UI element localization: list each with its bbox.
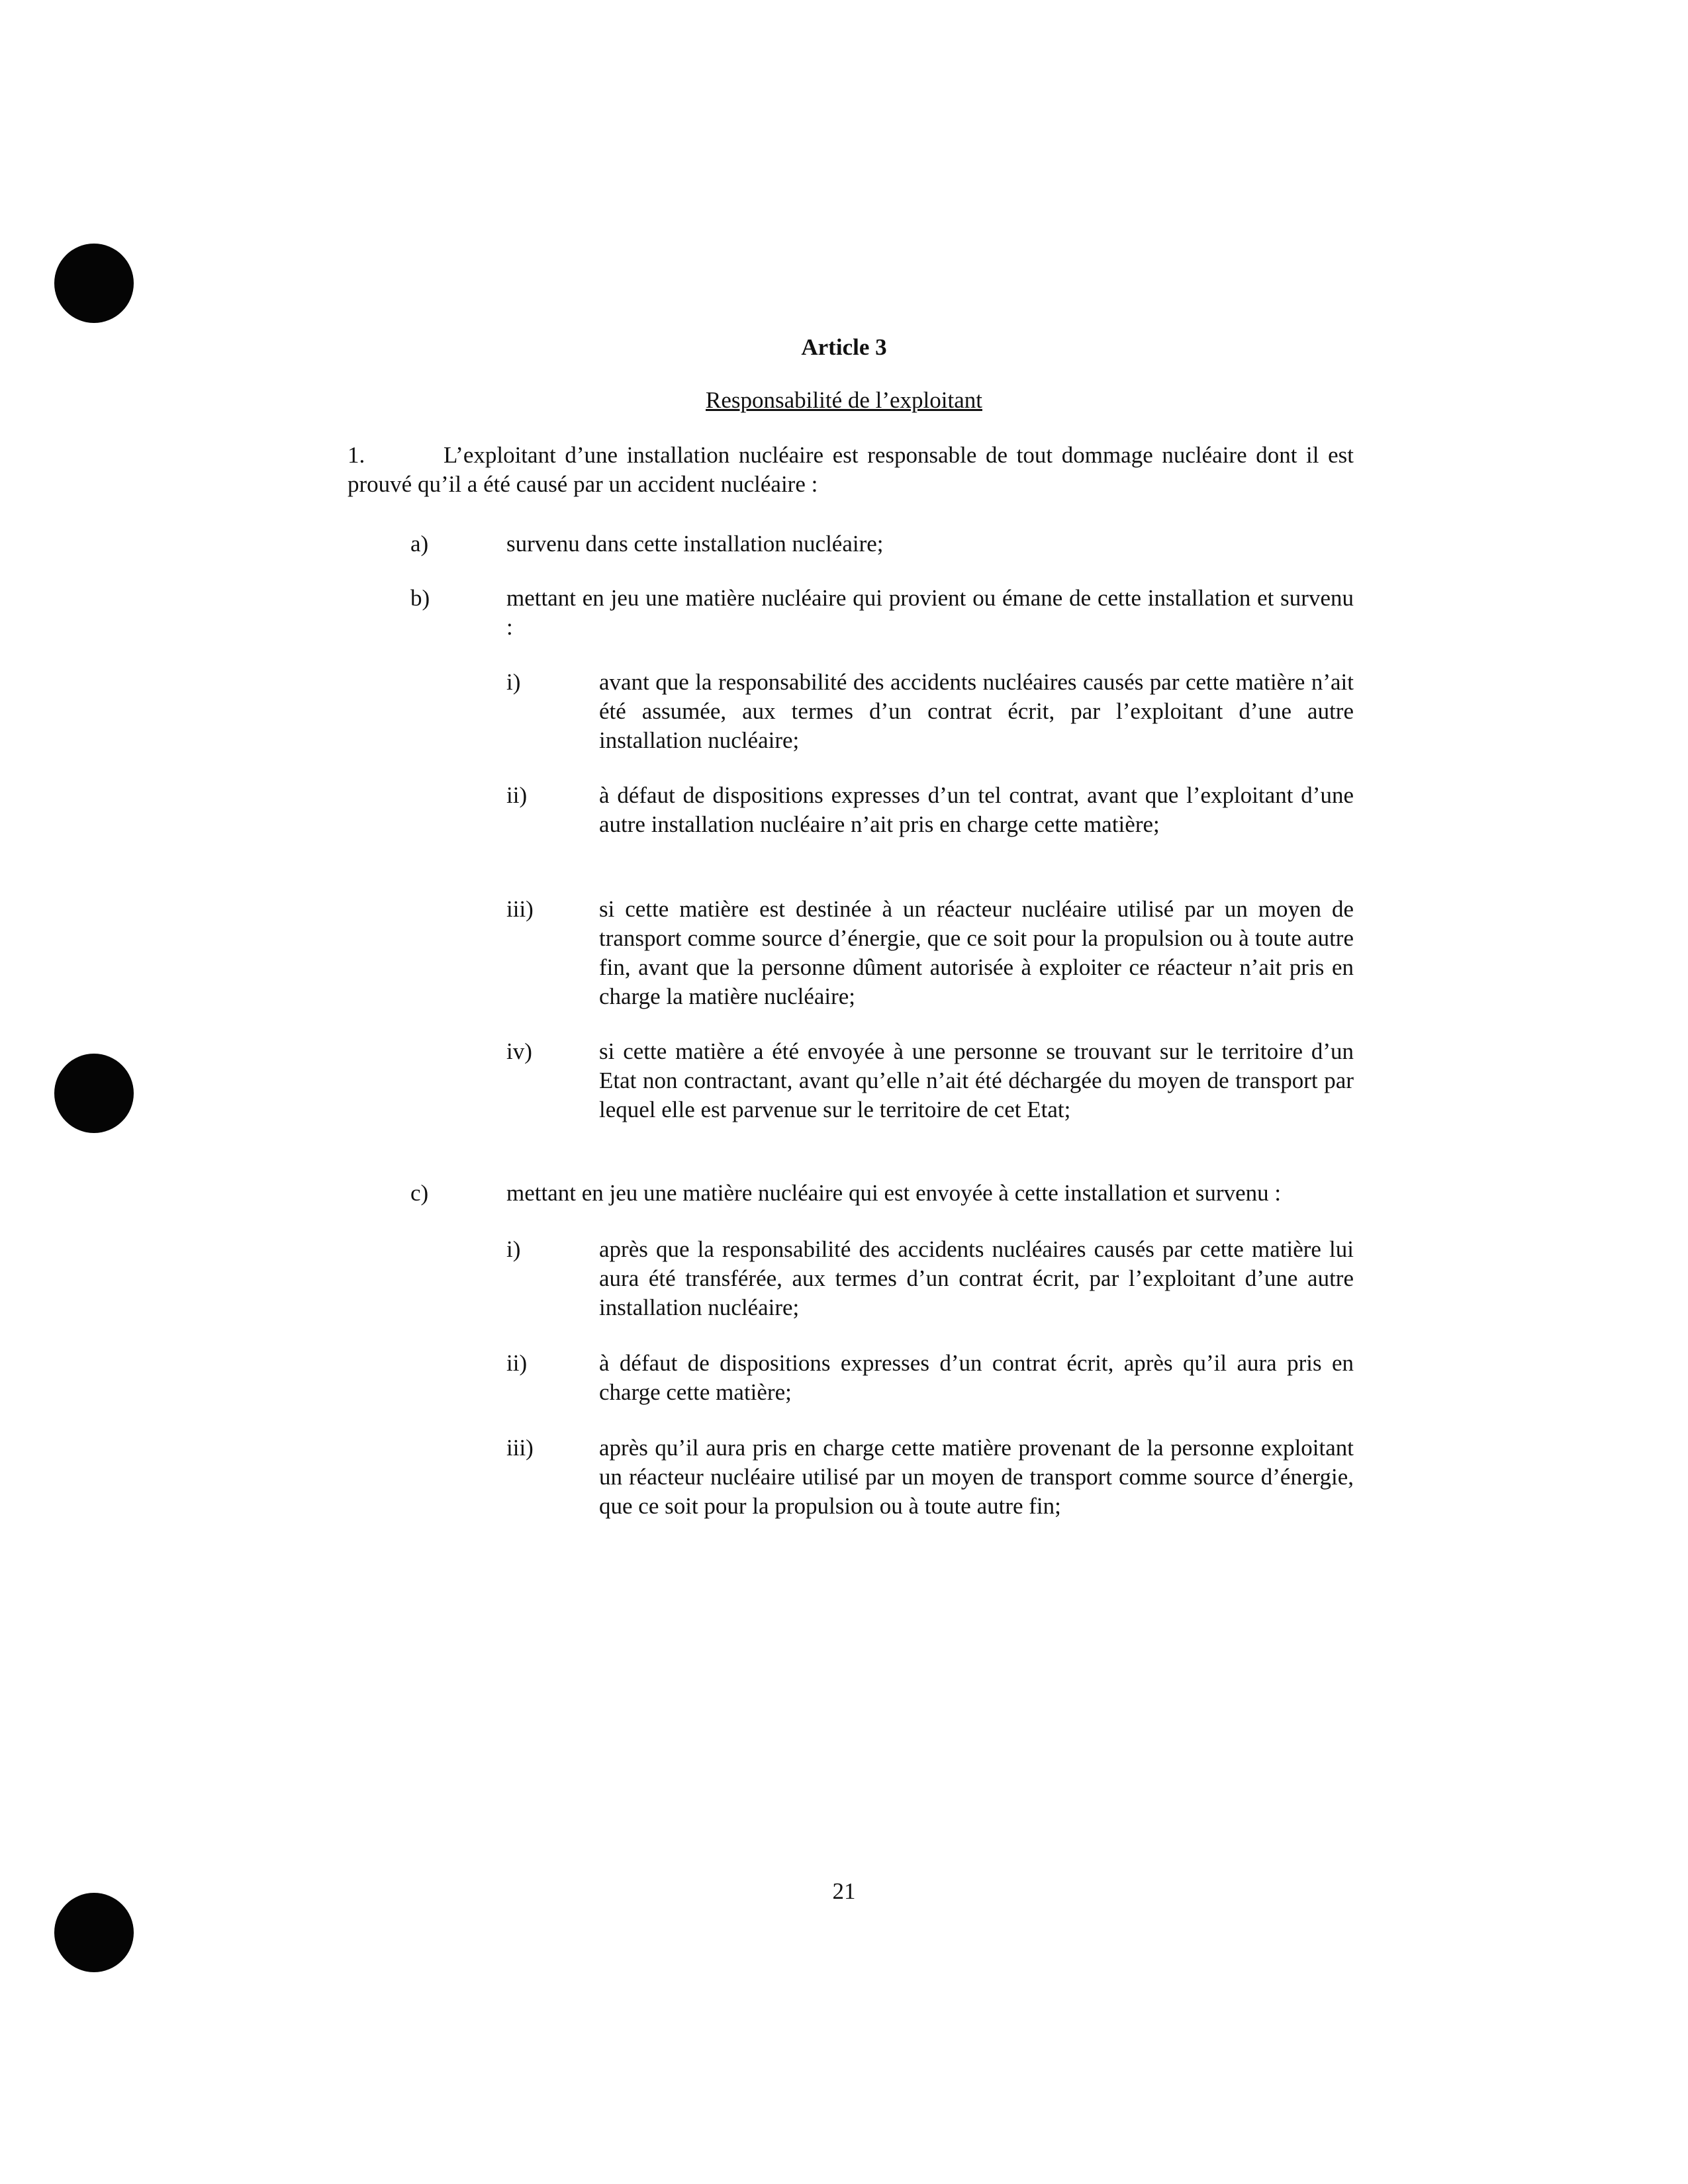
item-c-ii-text: à défaut de dispositions expresses d’un contrat écrit, après qu’il aura pris en charge cette matière; — [599, 1350, 1354, 1405]
paragraph-text: L’exploitant d’une installation nucléaire est responsable de tout dommage nucléaire dont il est prouvé qu’il a été causé par un accident nucléaire : — [348, 442, 1354, 497]
item-b-text: mettant en jeu une matière nucléaire qui provient ou émane de cette installation et survenu : — [506, 585, 1354, 640]
punch-hole-top — [54, 244, 134, 323]
item-b-i-marker: i) — [506, 669, 521, 695]
item-c-ii-marker: ii) — [506, 1350, 528, 1376]
item-b-ii-marker: ii) — [506, 782, 528, 808]
item-b-iv-text: si cette matière a été envoyée à une personne se trouvant sur le territoire d’un Etat non contractant, avant qu’elle n’ait été déchargée du moyen de transport par lequel elle est parvenue sur le territoire de cet Etat; — [599, 1038, 1354, 1122]
item-b-ii-text: à défaut de dispositions expresses d’un tel contrat, avant que l’exploitant d’une autre installation nucléaire n’ait pris en charge cette matière; — [599, 782, 1354, 837]
punch-hole-middle — [54, 1054, 134, 1133]
punch-hole-bottom — [54, 1893, 134, 1972]
item-a-marker: a) — [410, 531, 429, 557]
item-b-iii-text: si cette matière est destinée à un réacteur nucléaire utilisé par un moyen de transport comme source d’énergie, que ce soit pour la propulsion ou à toute autre fin, avant que la personne dûment autorisée à exploiter ce réacteur n’ait pris en charge la matière nucléaire; — [599, 896, 1354, 1009]
article-title-text: Article 3 — [801, 334, 887, 360]
item-b-iii-marker: iii) — [506, 896, 534, 922]
item-c-i-marker: i) — [506, 1236, 521, 1262]
item-c-text: mettant en jeu une matière nucléaire qui est envoyée à cette installation et survenu : — [506, 1180, 1282, 1206]
item-a-text: survenu dans cette installation nucléaire; — [506, 531, 884, 557]
item-b-i-text: avant que la responsabilité des accidents nucléaires causés par cette matière n’ait été assumée, aux termes d’un contrat écrit, par l’exploitant d’une autre installation nucléaire; — [599, 669, 1354, 753]
page-number: 21 — [832, 1878, 856, 1904]
paragraph-number: 1. — [348, 442, 365, 468]
paragraph-1 — [348, 441, 1354, 499]
item-c-iii-text: après qu’il aura pris en charge cette matière provenant de la personne exploitant un réacteur nucléaire utilisé par un moyen de transport comme source d’énergie, que ce soit pour la propulsion ou à toute autre fin; — [599, 1435, 1354, 1519]
article-subtitle: Responsabilité de l’exploitant — [706, 387, 982, 413]
item-c-iii-marker: iii) — [506, 1435, 534, 1461]
item-c-i-text: après que la responsabilité des accidents nucléaires causés par cette matière lui aura été transférée, aux termes d’un contrat écrit, par l’exploitant d’une autre installation nucléaire; — [599, 1236, 1354, 1320]
item-c-marker: c) — [410, 1180, 429, 1206]
item-b-marker: b) — [410, 585, 430, 611]
item-b-iv-marker: iv) — [506, 1038, 532, 1064]
article-title — [0, 334, 1688, 361]
